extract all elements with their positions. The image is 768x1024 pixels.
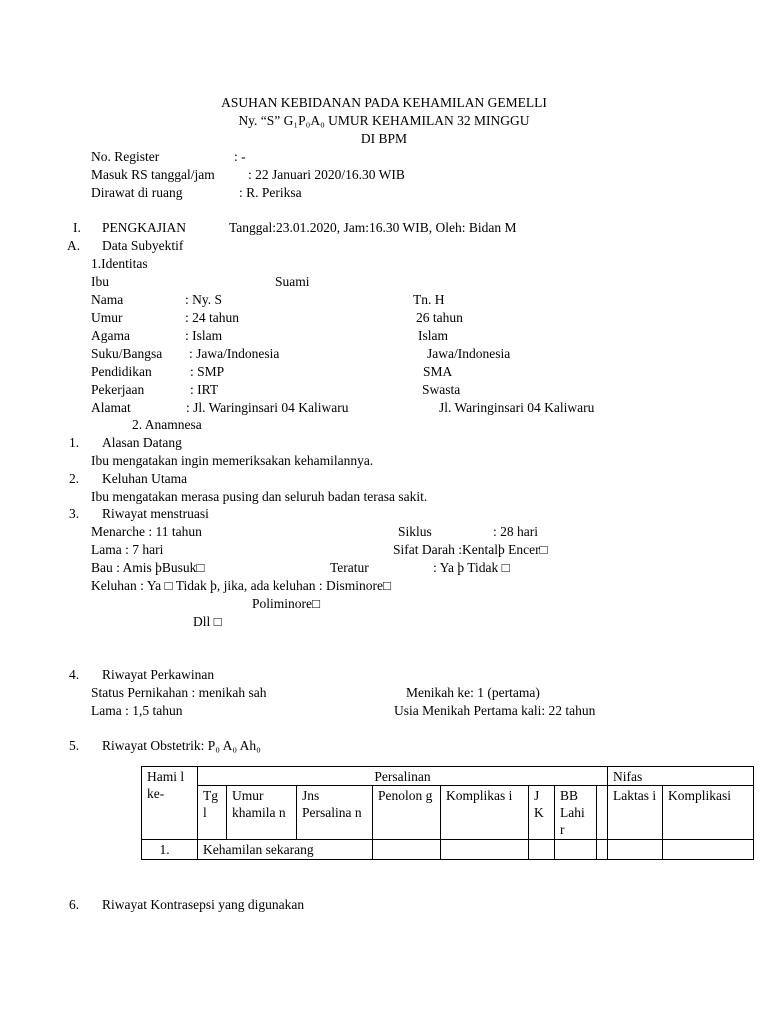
identitas-suami-value: Jawa/Indonesia — [427, 346, 511, 361]
col-nifas-group: Nifas — [608, 767, 754, 786]
col-persalinan-group: Persalinan — [198, 767, 608, 786]
identitas-label: Pendidikan — [91, 364, 152, 379]
alasan-text: Ibu mengatakan ingin memeriksakan kehamilannya. — [91, 453, 374, 468]
kontrasepsi-label: Riwayat Kontrasepsi yang digunakan — [102, 897, 305, 912]
dll: Dll □ — [193, 614, 222, 629]
col-hamil-ke: Hami l ke- — [142, 767, 198, 840]
siklus-label: Siklus — [398, 524, 432, 539]
identitas-suami-value: SMA — [423, 364, 453, 379]
keluhan-label: Keluhan Utama — [102, 471, 188, 486]
usia-menikah: Usia Menikah Pertama kali: 22 tahun — [394, 703, 596, 718]
keluhan-haid: Keluhan : Ya □ Tidak þ, jika, ada keluhan : Disminore□ — [91, 578, 392, 593]
doc-title-line2: Ny. “S” G₁P₀A₀ UMUR KEHAMILAN 32 MINGGU — [238, 113, 530, 128]
keluhan-text: Ibu mengatakan merasa pusing dan seluruh badan terasa sakit. — [91, 489, 428, 504]
col-jk: J K — [529, 786, 555, 840]
col-jenis-persalinan: Jns Persalina n — [297, 786, 373, 840]
menikah-ke: Menikah ke: 1 (pertama) — [406, 685, 540, 700]
perkawinan-label: Riwayat Perkawinan — [102, 667, 215, 682]
col-komplikasi: Komplikas i — [441, 786, 529, 840]
identitas-suami-value: 26 tahun — [416, 310, 463, 325]
register-no-label: No. Register — [91, 149, 160, 164]
teratur-value: : Ya þ Tidak □ — [433, 560, 510, 575]
anamnesa-heading: 2. Anamnesa — [132, 417, 202, 432]
col-umur-kehamilan: Umur khamila n — [227, 786, 297, 840]
status-pernikahan: Status Pernikahan : menikah sah — [91, 685, 267, 700]
subyektif-label: Data Subyektif — [102, 238, 184, 253]
identitas-ibu-value: : IRT — [190, 382, 219, 397]
dirawat-value: : R. Periksa — [239, 185, 302, 200]
identitas-suami-value: Tn. H — [413, 292, 445, 307]
row-text: Kehamilan sekarang — [198, 840, 373, 860]
lama-menikah: Lama : 1,5 tahun — [91, 703, 183, 718]
perkawinan-num: 4. — [69, 667, 80, 682]
identitas-label: Nama — [91, 292, 124, 307]
keluhan-num: 2. — [69, 471, 80, 486]
identitas-label: Alamat — [91, 400, 131, 415]
doc-title-line3: DI BPM — [360, 131, 408, 146]
col-tgl: Tg l — [198, 786, 227, 840]
identitas-suami-value: Jl. Waringinsari 04 Kaliwaru — [439, 400, 595, 415]
alasan-num: 1. — [69, 435, 80, 450]
masuk-rs-label: Masuk RS tanggal/jam — [91, 167, 215, 182]
obstetric-history-table — [141, 766, 754, 860]
bau: Bau : Amis þBusuk□ — [91, 560, 205, 575]
identitas-suami-heading: Suami — [275, 274, 310, 289]
menarche: Menarche : 11 tahun — [91, 524, 202, 539]
identitas-ibu-value: : Jl. Waringinsari 04 Kaliwaru — [186, 400, 349, 415]
register-no-value: : - — [234, 149, 246, 164]
masuk-rs-value: : 22 Januari 2020/16.30 WIB — [248, 167, 405, 182]
pengkajian-label: PENGKAJIAN — [102, 220, 186, 235]
subyektif-num: A. — [67, 238, 81, 253]
dirawat-label: Dirawat di ruang — [91, 185, 183, 200]
identitas-label: Umur — [91, 310, 123, 325]
identitas-label: Pekerjaan — [91, 382, 145, 397]
identitas-label: Agama — [91, 328, 130, 343]
identitas-ibu-heading: Ibu — [91, 274, 109, 289]
identitas-ibu-value: : SMP — [190, 364, 225, 379]
kontrasepsi-num: 6. — [69, 897, 80, 912]
polimenore: Poliminore□ — [252, 596, 321, 611]
sifat-darah: Sifat Darah :Kentalþ Encer□ — [393, 542, 548, 557]
menstruasi-label: Riwayat menstruasi — [102, 506, 209, 521]
menstruasi-num: 3. — [69, 506, 80, 521]
alasan-label: Alasan Datang — [102, 435, 182, 450]
identitas-ibu-value: : 24 tahun — [185, 310, 239, 325]
identitas-suami-value: Swasta — [422, 382, 461, 397]
row-number: 1. — [142, 840, 198, 860]
identitas-heading: 1.Identitas — [91, 256, 148, 271]
identitas-ibu-value: : Islam — [185, 328, 223, 343]
col-penolong: Penolon g — [373, 786, 441, 840]
identitas-label: Suku/Bangsa — [91, 346, 163, 361]
pengkajian-info: Tanggal:23.01.2020, Jam:16.30 WIB, Oleh: Bidan M — [229, 220, 517, 235]
siklus-value: : 28 hari — [493, 524, 538, 539]
pengkajian-num: I. — [73, 220, 81, 235]
col-bb-lahir: BB Lahi r — [555, 786, 597, 840]
obstetrik-num: 5. — [69, 738, 80, 753]
col-laktasi: Laktas i — [608, 786, 663, 840]
identitas-ibu-value: : Ny. S — [185, 292, 223, 307]
obstetrik-label: Riwayat Obstetrik: P₀ A₀ Ah₀ — [102, 738, 261, 753]
identitas-suami-value: Islam — [418, 328, 448, 343]
col-komplikasi-nifas: Komplikasi — [663, 786, 754, 840]
lama-haid: Lama : 7 hari — [91, 542, 164, 557]
doc-title-line1: ASUHAN KEBIDANAN PADA KEHAMILAN GEMELLI — [221, 95, 547, 110]
identitas-ibu-value: : Jawa/Indonesia — [189, 346, 280, 361]
teratur-label: Teratur — [330, 560, 369, 575]
